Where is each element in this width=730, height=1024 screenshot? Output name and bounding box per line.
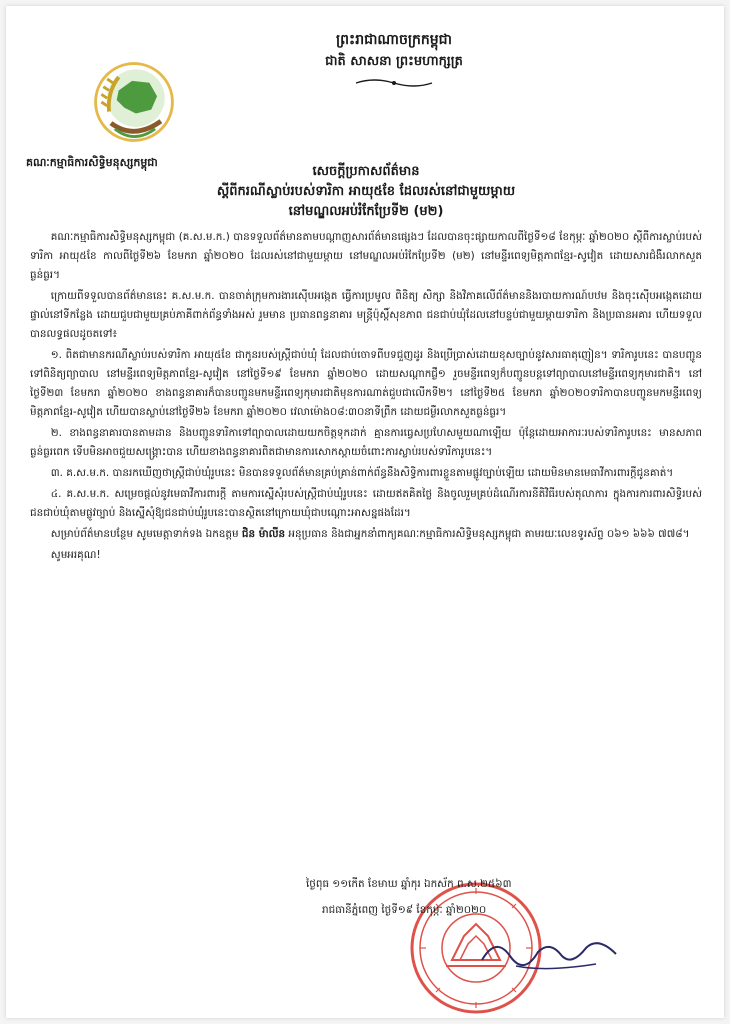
contact-paragraph bbox=[30, 525, 702, 544]
date-lunar: ថ្ងៃពុធ ១១កើត ខែមាឃ ឆ្នាំកុរ ឯកស័ក ព.ស.២៥៦៣ bbox=[306, 878, 512, 890]
national-motto: ជាតិ សាសនា ព្រះមហាក្សត្រ bbox=[325, 54, 463, 69]
finding-item-2: ២. ខាងពន្ធនាគារបានតាមដាន និងបញ្ជូនទារិកាទៅព្យាបាលដោយយកចិត្តទុកដាក់ គ្មានការធ្វេសប្រហែសមួយណាឡើយ ប៉ុន្តែដោយអាការៈរបស់ទារិការូបនេះ មានសភាពធ្ងន់ធ្ងរពេក ទើបមិនអាចជួយសង្គ្រោះបាន ហើយខាងពន្ធនាគារពិតជាមានការសោកស្ដាយចំពោះការស្លាប់របស់ទារិការូបនេះ។ bbox=[30, 427, 702, 458]
document-title bbox=[146, 162, 586, 222]
finding-item-3: ៣. គ.ស.ម.ក. បានរកឃើញថាស្ត្រីជាប់ឃុំរូបនេះ មិនបានទទួលព័ត៌មានគ្រប់គ្រាន់ពាក់ព័ន្ធនឹងសិទ្ធិការពារខ្លួនតាមផ្លូវច្បាប់ឡើយ ដោយមិនមានមេធាវីការពារក្ដីជូនគាត់។ bbox=[50, 467, 674, 479]
title-line-2: ស្ដីពីករណីស្លាប់របស់ទារិកា អាយុ៥ខែ ដែលរស់នៅជាមួយម្ដាយ bbox=[216, 184, 516, 199]
document-page bbox=[6, 6, 724, 1018]
finding-item-1: ១. ពិតជាមានករណីស្លាប់របស់ទារិកា អាយុ៥ខែ ជាកូនរបស់ស្ត្រីជាប់ឃុំ ដែលជាប់ចោទពីបទជួញដូរ និងប្រើប្រាស់ដោយខុសច្បាប់នូវសារធាតុញៀន។ ទារិការូបនេះ បានបញ្ជូនទៅពិនិត្យព្យាបាល នៅមន្ទីរពេទ្យមិត្តភាពខ្មែរ-សូវៀត នៅថ្ងៃទី១៩ ខែមករា ឆ្នាំ២០២០ ដោយសណ្ដាកជ្ងឺ១ រួចមន្ទីរពេទ្យក៏បញ្ជូនបន្តទៅព្យាបាលនៅមន្ទីរពេទ្យកុមារជាតិ។ នៅថ្ងៃទី២៣ ខែមករា ឆ្នាំ២០២០ ខាងពន្ធនាគារក៏បានបញ្ជូនមកមន្ទីរពេទ្យកុមារជាតិមុនការណាត់ជួបជាលើកទី២។ នៅថ្ងៃទី២៥ ខែមករា ឆ្នាំ២០២០ទារិកាបានបញ្ជូនមកមន្ទីរពេទ្យមិត្តភាពខ្មែរ-សូវៀត ហើយបានស្លាប់នៅថ្ងៃទី២៦ ខែមករា ឆ្នាំ២០២០ វេលាម៉ោង០៨:៣០នាទីព្រឹក ដោយជម្ងឺរលាកសួតធ្ងន់ធ្ងរ។ bbox=[30, 349, 702, 418]
thanks-line: សូមអរគុណ! bbox=[50, 549, 101, 561]
paragraph-investigation: ក្រោយពីទទួលបានព័ត៌មាននេះ គ.ស.ម.ក. បានចាត់ក្រុមការងារស៊ើបអង្កេត ធ្វើការប្រមូល ពិនិត្យ សិក្សា និងវិភាគលើព័ត៌មាននិងរបាយការណ៍បឋម និងចុះស៊ើបអង្កេតដោយផ្ទាល់នៅទីកន្លែង ដោយជួបជាមួយគ្រប់ភាគីពាក់ព័ន្ធទាំងអស់ រួមមាន ប្រធានពន្ធនាគារ មន្ត្រីប៉ុស្ដិ៍សុខភាព ជនជាប់ឃុំដែលនៅបន្ទប់ជាមួយម្ដាយទារិកា និងប្រធានអគារ ហើយទទួលបានលទ្ធផលដូចតទៅ៖ bbox=[30, 290, 702, 340]
title-line-1: សេចក្ដីប្រកាសព័ត៌មាន bbox=[312, 164, 420, 179]
chrc-logo-icon bbox=[86, 54, 182, 150]
document-body bbox=[30, 228, 702, 565]
title-line-3: នៅមណ្ឌលអប់រំកែប្រែទី២ (ម២) bbox=[288, 204, 444, 219]
organization-name: គណៈកម្មាធិការសិទ្ធិមនុស្សកម្ពុជា bbox=[26, 156, 158, 169]
kingdom-heading: ព្រះរាជាណាចក្រកម្ពុជា bbox=[335, 32, 452, 48]
ornament-divider-icon bbox=[354, 77, 434, 89]
contact-name: ជិន ម៉ាលីន bbox=[241, 528, 286, 540]
contact-text-after: អនុប្រធាន និងជាអ្នកនាំពាក្យគណៈកម្មាធិការសិទ្ធិមនុស្សកម្ពុជា តាមរយៈលេខទូរស័ព្ទ ០៦១ ៦៦៦ ៧៧៨។ bbox=[285, 528, 690, 540]
contact-text-before: សម្រាប់ព័ត៌មានបន្ថែម សូមមេត្តាទាក់ទង ឯកឧត្ដម bbox=[50, 528, 242, 540]
finding-item-4: ៤. គ.ស.ម.ក. សម្រេចផ្ដល់នូវមេធាវីការពារក្ដី តាមការស្នើសុំរបស់ស្ត្រីជាប់ឃុំរូបនេះ ដោយឥតគិតថ្លៃ និងចូលរួមគ្រប់ដំណើរការនីតិវិធីរបស់តុលាការ ក្នុងការការពារសិទ្ធិរបស់ជនជាប់ឃុំតាមផ្លូវច្បាប់ និងស្នើសុំឱ្យជនជាប់ឃុំរូបនេះបានស្ថិតនៅក្រោយឃុំជាបណ្ដោះអាសន្នផងដែរ។ bbox=[30, 488, 702, 519]
signature-icon bbox=[476, 926, 626, 976]
date-place: រាជធានីភ្នំពេញ ថ្ងៃទី១៩ ខែកុម្ភៈ ឆ្នាំ២០២០ bbox=[322, 904, 487, 916]
paragraph-intro: គណៈកម្មាធិការសិទ្ធិមនុស្សកម្ពុជា (គ.ស.ម.ក.) បានទទួលព័ត៌មានតាមបណ្ដាញសារព័ត៌មានផ្សេងៗ ដែលបានចុះផ្សាយកាលពីថ្ងៃទី១៨ ខែកុម្ភៈ ឆ្នាំ២០២០ ស្ដីពីការស្លាប់របស់ទារិកា អាយុ៥ខែ កាលពីថ្ងៃទី២៦ ខែមករា ឆ្នាំ២០២០ ដែលរស់នៅជាមួយម្ដាយ នៅមណ្ឌលអប់រំកែប្រែទី២ (ម២) នៅមន្ទីរពេទ្យមិត្តភាពខ្មែរ-សូវៀត ដោយសារជំងឺរលាកសួតធ្ងន់ធ្ងរ។ bbox=[30, 231, 702, 281]
